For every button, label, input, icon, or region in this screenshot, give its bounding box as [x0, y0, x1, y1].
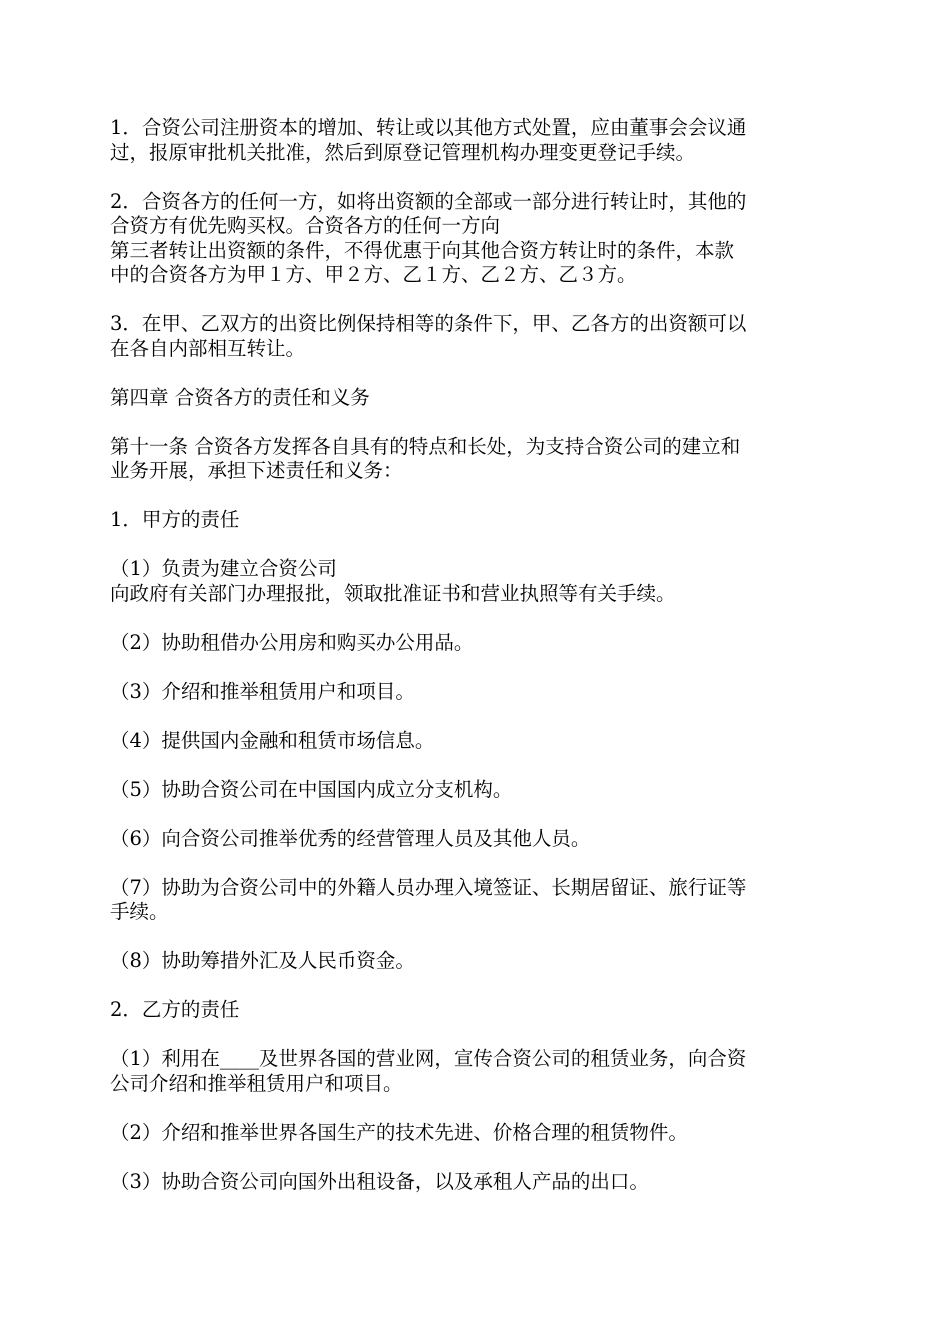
text-line: 2．乙方的责任: [110, 998, 240, 1021]
paragraph: [110, 116, 845, 165]
text-line: （1）利用在____及世界各国的营业网，宣传合资公司的租赁业务，向合资: [110, 1047, 747, 1070]
text-line: 2．合资各方的任何一方，如将出资额的全部或一部分进行转让时，其他的: [110, 189, 747, 213]
text-line: （3）协助合资公司向国外出租设备，以及承租人产品的出口。: [110, 1169, 649, 1193]
text-line: 合资方有优先购买权。合资各方的任何一方向: [110, 214, 501, 237]
text-line: （2）介绍和推举世界各国生产的技术先进、价格合理的租赁物件。: [110, 1120, 688, 1144]
text-line: 第四章 合资各方的责任和义务: [110, 385, 370, 409]
text-line: 公司介绍和推举租赁用户和项目。: [110, 1071, 403, 1095]
text-line: 第十一条 合资各方发挥各自具有的特点和长处，为支持合资公司的建立和: [110, 434, 741, 458]
text-line: 1．甲方的责任: [110, 508, 240, 531]
paragraph: [110, 1121, 845, 1146]
paragraph: [110, 190, 845, 288]
paragraph: [110, 680, 845, 705]
text-line: 3．在甲、乙双方的出资比例保持相等的条件下，甲、乙各方的出资额可以: [110, 312, 747, 335]
text-line: 在各自内部相互转让。: [110, 336, 306, 360]
text-line: （6）向合资公司推举优秀的经营管理人员及其他人员。: [110, 826, 591, 850]
text-line: 手续。: [110, 900, 169, 923]
paragraph: [110, 557, 845, 606]
paragraph: [110, 876, 845, 925]
text-line: 业务开展，承担下述责任和义务：: [110, 459, 403, 482]
text-line: （4）提供国内金融和租赁市场信息。: [110, 728, 435, 752]
paragraph: [110, 508, 845, 533]
text-line: （3）介绍和推举租赁用户和项目。: [110, 679, 415, 703]
paragraph: [110, 729, 845, 754]
text-line: （2）协助租借办公用房和购买办公用品。: [110, 630, 474, 654]
paragraph: [110, 386, 845, 411]
text-line: 第三者转让出资额的条件，不得优惠于向其他合资方转让时的条件，本款: [110, 238, 735, 262]
paragraph: [110, 827, 845, 852]
paragraph: [110, 778, 845, 803]
text-line: 过，报原审批机关批准，然后到原登记管理机构办理变更登记手续。: [110, 140, 696, 164]
paragraph: [110, 435, 845, 484]
text-line: 中的合资各方为甲１方、甲２方、乙１方、乙２方、乙３方。: [110, 263, 637, 286]
text-line: （7）协助为合资公司中的外籍人员办理入境签证、长期居留证、旅行证等: [110, 875, 747, 899]
document-page: [110, 116, 845, 1219]
paragraph: [110, 949, 845, 974]
text-line: （8）协助筹措外汇及人民币资金。: [110, 949, 415, 972]
text-line: （1）负责为建立合资公司: [110, 557, 337, 580]
paragraph: [110, 1170, 845, 1195]
text-line: （5）协助合资公司在中国国内成立分支机构。: [110, 777, 513, 801]
paragraph: [110, 312, 845, 361]
text-line: 向政府有关部门办理报批，领取批准证书和营业执照等有关手续。: [110, 581, 676, 605]
paragraph: [110, 631, 845, 656]
paragraph: [110, 1047, 845, 1096]
text-line: 1．合资公司注册资本的增加、转让或以其他方式处置，应由董事会会议通: [110, 116, 747, 139]
paragraph: [110, 998, 845, 1023]
